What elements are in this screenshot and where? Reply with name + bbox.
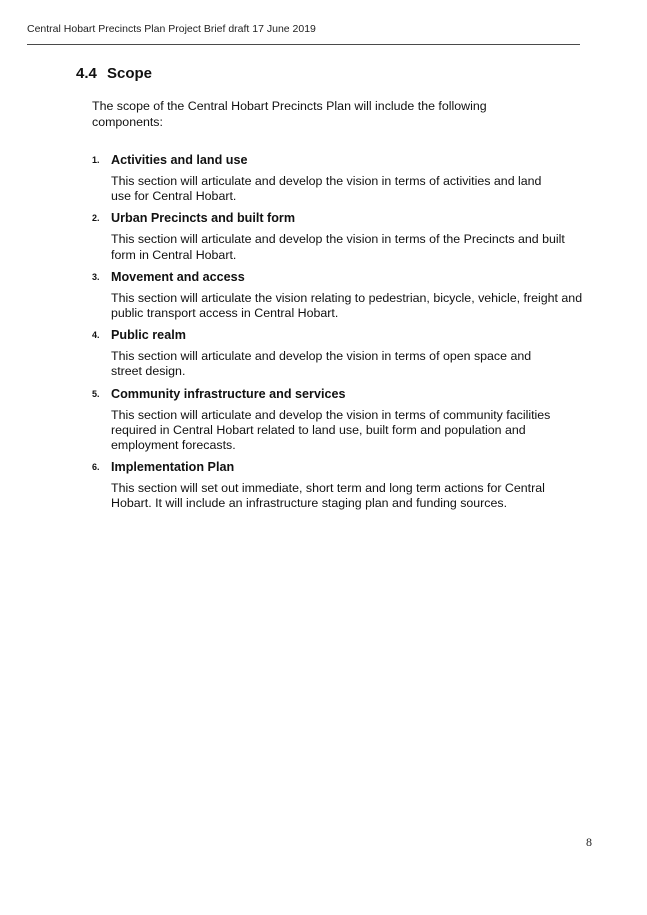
scope-component-list — [0, 151, 647, 517]
list-item-description: This section will set out immediate, short term and long term actions for Central Hobart. It will include an infrastructure staging plan and funding sources. — [111, 481, 545, 511]
list-item-number: 1. — [92, 155, 100, 165]
list-item-heading — [0, 326, 647, 345]
list-item-description: This section will articulate and develop the vision in terms of community facilities required in Central Hobart related to land use, built form and population and employment forecasts. — [111, 407, 551, 453]
list-item-heading — [0, 385, 647, 404]
section-intro: The scope of the Central Hobart Precincts Plan will include the following components: — [92, 99, 487, 129]
list-item-description: This section will articulate the vision relating to pedestrian, bicycle, vehicle, freight and public transport access in Central Hobart. — [111, 290, 583, 321]
section-heading — [76, 65, 152, 82]
list-item-number: 2. — [92, 213, 100, 224]
list-item-heading — [0, 151, 647, 170]
list-item-number: 6. — [92, 462, 100, 473]
list-item-title: Urban Precincts and built form — [111, 211, 296, 226]
list-item-heading — [0, 458, 647, 477]
list-item-title: Implementation Plan — [111, 460, 235, 475]
list-item-title: Movement and access — [111, 269, 245, 284]
page-number: 8 — [586, 835, 592, 849]
running-header: Central Hobart Precincts Plan Project Brief draft 17 June 2019 — [27, 23, 316, 35]
list-item-heading — [0, 268, 647, 287]
list-item-description: This section will articulate and develop the vision in terms of activities and land use for Central Hobart. — [111, 174, 542, 204]
list-item-number: 5. — [92, 388, 100, 399]
list-item-number: 4. — [92, 330, 100, 341]
list-item-title: Community infrastructure and services — [111, 386, 346, 401]
list-item — [0, 385, 647, 454]
list-item — [0, 458, 647, 511]
list-item-title: Activities and land use — [111, 153, 248, 167]
list-item — [0, 326, 647, 379]
list-item-heading — [0, 209, 647, 228]
header-divider — [27, 44, 580, 45]
list-item-description: This section will articulate and develop the vision in terms of open space and street design. — [111, 349, 532, 379]
list-item — [0, 151, 647, 204]
section-number: 4.4 — [76, 65, 97, 82]
list-item-title: Public realm — [111, 328, 186, 343]
section-title: Scope — [107, 65, 153, 82]
list-item-description: This section will articulate and develop the vision in terms of the Precincts and built form in Central Hobart. — [111, 232, 565, 262]
list-item-number: 3. — [92, 271, 100, 282]
list-item — [0, 268, 647, 321]
list-item — [0, 209, 647, 262]
